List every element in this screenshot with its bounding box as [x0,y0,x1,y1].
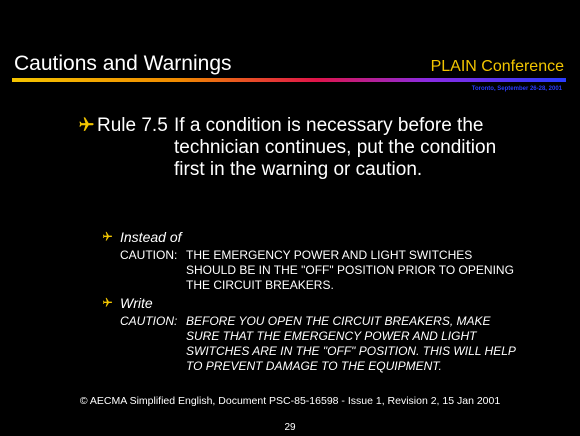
page-number: 29 [284,422,296,433]
conference-subtitle: Toronto, September 26-28, 2001 [471,86,562,92]
caution-text: BEFORE YOU OPEN THE CIRCUIT BREAKERS, MAKE SURE THAT THE EMERGENCY POWER AND LIGHT SWITCHES ARE IN THE "OFF" POSITION. THIS WILL HELP TO PREVENT DAMAGE TO THE EQUIPMENT. [186,314,516,373]
slide-title: Cautions and Warnings [14,52,232,75]
rule-text: If a condition is necessary before the technician continues, put the condition first in the warning or caution. [174,115,497,180]
rule-number: Rule 7.5 [97,115,168,136]
caution-text: THE EMERGENCY POWER AND LIGHT SWITCHES SHOULD BE IN THE "OFF" POSITION PRIOR TO OPENING THE CIRCUIT BREAKERS. [186,248,514,292]
caution-lead: CAUTION: [120,248,178,262]
airplane-icon [102,297,113,308]
conference-title: PLAIN Conference [430,58,564,75]
caution-lead: CAUTION: [120,314,178,328]
rainbow-divider [12,78,566,82]
footer-copyright: © AECMA Simplified English, Document PSC-85-16598 - Issue 1, Revision 2, 15 Jan 2001 [79,395,501,407]
write-label: Write [120,295,153,311]
airplane-icon [78,116,95,133]
airplane-icon [102,231,113,242]
instead-of-label: Instead of [120,229,182,245]
